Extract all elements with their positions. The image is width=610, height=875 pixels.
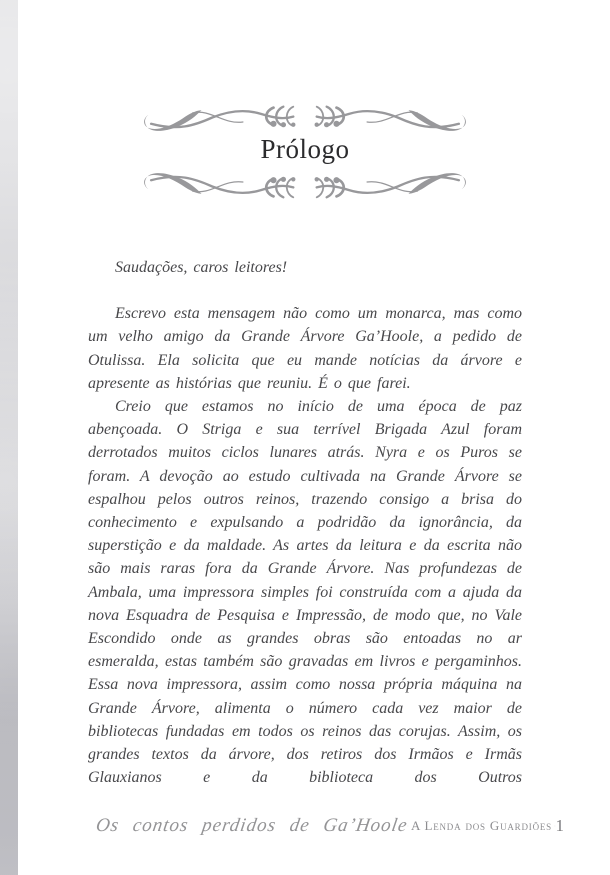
paragraph: Escrevo esta mensagem não como um monarca, mas como um velho amigo da Grande Árvore Ga’Hoole, a pedido de Otulissa. Ela solicita que eu mande notícias da árvore e apresente as histórias que reuniu. É o que farei. [88,305,522,392]
chapter-body [88,256,522,789]
paragraph: Creio que estamos no início de uma época de paz abençoada. O Striga e sua terrível Brigada Azul foram derrotados muitos ciclos lunares atrás. Nyra e os Puros se foram. A devoção ao estudo cultivada na Grande Árvore se espalhou pelos outros reinos, trazendo consigo a brisa do conhecimento e expulsando a podridão da ignorância, da superstição e da maldade. As artes da leitura e da escrita não são mais raras fora da Grande Árvore. Nas profundezas de Ambala, uma impressora simples foi construída com a ajuda da nova Esquadra de Pesquisa e Impressão, de modo que, no Vale Escondido onde as grandes obras são entoadas no ar esmeralda, estas também são gravadas em livros e pergaminhos. Essa nova impressora, assim como nossa própria máquina na Grande Árvore, alimenta o número cada vez maior de bibliotecas fundadas em todos os reinos das corujas. Assim, os grandes textos da árvore, dos retiros dos Irmãos e Irmãs Glauxianos e da biblioteca dos Outros [88,398,522,787]
chapter-title: Prólogo [260,134,350,164]
flourish-divider-icon [124,173,486,200]
series-title: A Lenda dos Guardiões [410,818,552,833]
page-edge-strip [0,0,18,875]
page-footer [96,814,564,838]
salutation-line: Saudações, caros leitores! [115,259,288,276]
flourish-divider-icon [124,104,486,131]
book-title: Os contos perdidos de Ga’Hoole [94,815,410,836]
chapter-heading [88,104,522,200]
page-number: 1 [555,816,564,835]
